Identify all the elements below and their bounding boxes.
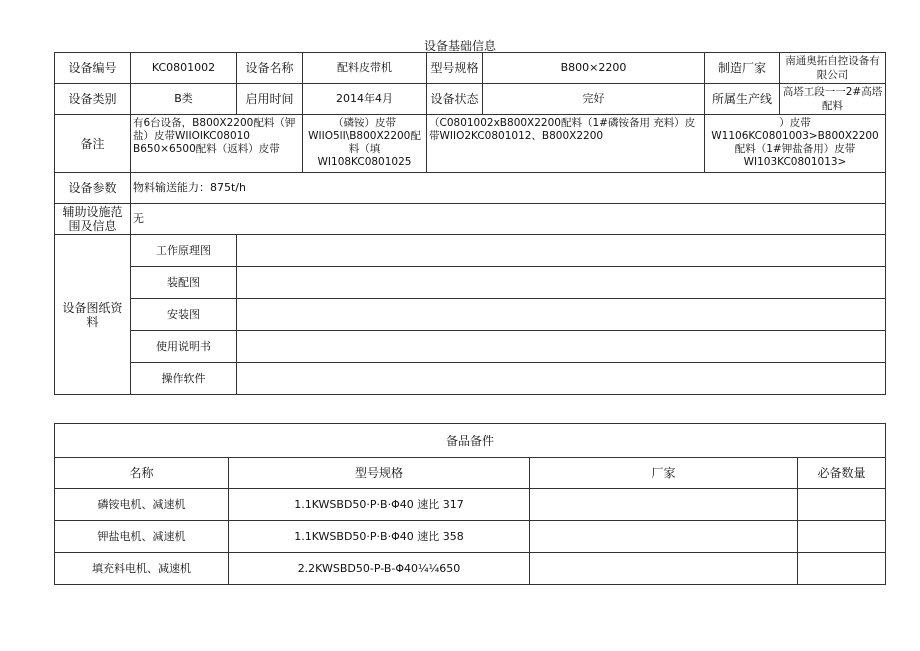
status-label: 设备状态 — [427, 84, 483, 115]
model-label: 型号规格 — [427, 53, 483, 84]
drawing-item-assembly: 装配图 — [131, 267, 237, 299]
manufacturer-value: 南通奥拓自控设备有限公司 — [780, 53, 886, 84]
category-label: 设备类别 — [55, 84, 131, 115]
spare-manufacturer — [530, 489, 798, 521]
manufacturer-label: 制造厂家 — [705, 53, 780, 84]
start-date-label: 启用时间 — [237, 84, 303, 115]
params-value: 物料输送能力：875t/h — [131, 173, 886, 204]
drawing-cell — [237, 299, 886, 331]
start-date-value: 2014年4月 — [303, 84, 427, 115]
drawing-item-manual: 使用说明书 — [131, 331, 237, 363]
remarks-col3: （C0801002xB800X2200配料（1#磷铵备用 充料）皮带WIIO2KC0801012、B800X2200 — [427, 115, 705, 173]
equipment-no-value: KC0801002 — [131, 53, 237, 84]
equipment-name-label: 设备名称 — [237, 53, 303, 84]
category-value: B类 — [131, 84, 237, 115]
remarks-col2: （磷铵）皮带 WIIO5lI\B800X2200配料（填 WI108KC0801025 — [303, 115, 427, 173]
spares-header-model: 型号规格 — [229, 458, 530, 489]
spare-parts-table — [54, 423, 886, 585]
remarks-label: 备注 — [55, 115, 131, 173]
drawing-cell — [237, 363, 886, 395]
spare-model: 1.1KWSBD50·P·B·Φ40 速比 317 — [229, 489, 530, 521]
drawing-cell — [237, 235, 886, 267]
params-label: 设备参数 — [55, 173, 131, 204]
spare-manufacturer — [530, 521, 798, 553]
remarks-col1: 有6台设备，B800X2200配料（钾盐）皮带WIIOIKC08010 B650×6500配料（返料）皮带 — [131, 115, 303, 173]
spare-model: 2.2KWSBD50-P-B-Φ40¼¼650 — [229, 553, 530, 585]
drawing-item-installation: 安装图 — [131, 299, 237, 331]
aux-value: 无 — [131, 204, 886, 235]
model-value: B800×2200 — [483, 53, 705, 84]
drawing-item-software: 操作软件 — [131, 363, 237, 395]
table-row — [55, 489, 886, 521]
status-value: 完好 — [483, 84, 705, 115]
spares-header-quantity: 必备数量 — [798, 458, 886, 489]
spare-quantity — [798, 553, 886, 585]
page-title: 设备基础信息 — [423, 39, 496, 53]
drawing-item-principle: 工作原理图 — [131, 235, 237, 267]
line-value: 高塔工段一一2#高塔配料 — [780, 84, 886, 115]
equipment-name-value: 配料皮带机 — [303, 53, 427, 84]
spare-quantity — [798, 521, 886, 553]
aux-label: 辅助设施范围及信息 — [55, 204, 131, 235]
spares-header-name: 名称 — [55, 458, 229, 489]
spares-header-manufacturer: 厂家 — [530, 458, 798, 489]
remarks-col4: ）皮带W1106KC0801003>B800X2200配料（1#钾盐备用）皮带WI103KC0801013> — [705, 115, 886, 173]
spare-name: 磷铵电机、减速机 — [55, 489, 229, 521]
drawings-label: 设备图纸资料 — [55, 235, 131, 395]
spare-name: 填充料电机、减速机 — [55, 553, 229, 585]
table-row — [55, 553, 886, 585]
table-row — [55, 521, 886, 553]
spares-title: 备品备件 — [55, 424, 886, 458]
spare-name: 钾盐电机、减速机 — [55, 521, 229, 553]
equipment-info-table — [54, 52, 886, 395]
drawing-cell — [237, 267, 886, 299]
spare-quantity — [798, 489, 886, 521]
drawing-cell — [237, 331, 886, 363]
spare-model: 1.1KWSBD50·P·B·Φ40 速比 358 — [229, 521, 530, 553]
spare-manufacturer — [530, 553, 798, 585]
equipment-no-label: 设备编号 — [55, 53, 131, 84]
line-label: 所属生产线 — [705, 84, 780, 115]
